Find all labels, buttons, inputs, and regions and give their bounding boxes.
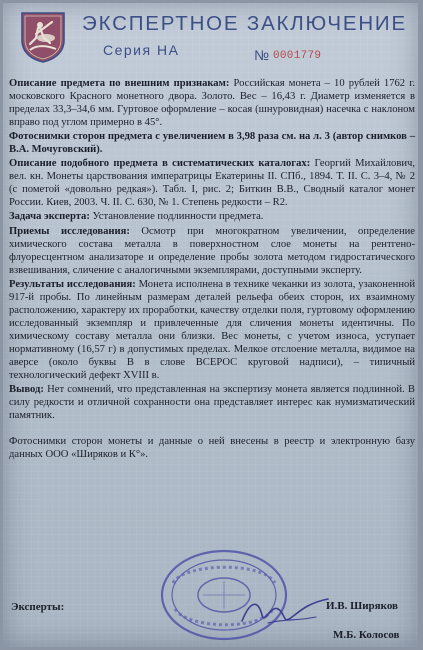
paragraph-label: Приемы исследования:	[9, 225, 130, 237]
paragraph-text: Осмотр при многократном увеличении, определение химического состава металла в поверхностном слое монеты на рентгено-флуоресцентном анализаторе и определение пробы золота методом гидростатического взвешивания, сличение с аналогичными экземплярами, доступными эксперту.	[9, 225, 415, 276]
paragraph-catalogs	[9, 157, 415, 209]
paragraph-conclusion	[9, 383, 415, 422]
paragraph-results	[9, 278, 415, 382]
paragraph-description	[9, 77, 415, 129]
paragraph-text: Монета исполнена в технике чеканки из золота, узаконенной 917-й пробы. По линейным размерам деталей рельефа обеих сторон, их взаимному расположению, характеру их проработки, качеству отделки поля, гуртовому оформлению исследованный экземпляр и привлеченные для сличения монеты идентичны. По химическому составу металла они близки. Вес монеты, с учетом износа, уступает нормативному (16,57 г) в допустимых пределах. Мелкое отслоение металла, видимое на аверсе (около буквы В в слове ВСЕРОС круговой надписи), – типичный технологический дефект XVIII в.	[9, 278, 415, 382]
series-label: Серия НА	[103, 42, 180, 58]
paragraph-text: Установление подлинности предмета.	[89, 211, 264, 223]
paragraph-text: Фотоснимки сторон монеты и данные о ней внесены в реестр и электронную базу данных ООО «Ширяков и К°».	[9, 436, 415, 461]
number-sign: №	[254, 47, 270, 63]
signature-icon	[238, 591, 333, 631]
certificate-sheet	[3, 3, 418, 647]
paragraph-text: Российская монета – 10 рублей 1762 г. московского Красного монетного двора. Золото. Вес – 16,43 г. Диаметр изменяется в пределах 33,3–34,6 мм. Гуртовое оформление – косая (шнуровидная) насечка с наклоном вправо под углом примерно в 45°.	[9, 78, 415, 129]
expert-name-1: И.В. Ширяков	[326, 600, 398, 612]
expert-name-2: М.Б. Колосов	[333, 629, 400, 641]
paragraph-registry	[9, 435, 415, 461]
paragraph-photos	[9, 130, 415, 156]
paragraph-text: Георгий Михайлович, вел. кн. Монеты царствования императрицы Екатерины II. СПб., 1894. Т. II. С. 3–4, № 2 (с пометой «довольно редкая»). Табл. I, рис. 2; Биткин В.В., Сводный каталог монет России. Киев, 2003. Ч. II. С. 630, № 1. Степень редкости – R2.	[9, 158, 415, 209]
paragraph-text: Нет сомнений, что представленная на экспертизу монета является подлинной. В силу редкости и отличной сохранности она представляет интерес как нумизматический памятник.	[9, 384, 415, 422]
document-title: ЭКСПЕРТНОЕ ЗАКЛЮЧЕНИЕ	[82, 12, 407, 35]
paragraph-label: Фотоснимки сторон предмета с увеличением в 3,98 раза см. на л. 3 (автор снимков – В.А. Мочуговский).	[9, 131, 415, 156]
paragraph-label: Задача эксперта:	[9, 211, 90, 223]
paragraph-label: Вывод:	[9, 384, 44, 396]
paragraph-methods	[9, 225, 415, 277]
paragraph-label: Описание подобного предмета в систематических каталогах:	[9, 158, 311, 170]
certificate-number: 0001779	[273, 50, 322, 62]
certificate-body	[9, 77, 415, 462]
moscow-coat-of-arms-icon	[16, 10, 70, 64]
paragraph-label: Результаты исследования:	[9, 278, 136, 290]
experts-label: Эксперты:	[11, 601, 65, 613]
paragraph-task	[9, 210, 415, 223]
paragraph-label: Описание предмета по внешним признакам:	[9, 78, 230, 89]
